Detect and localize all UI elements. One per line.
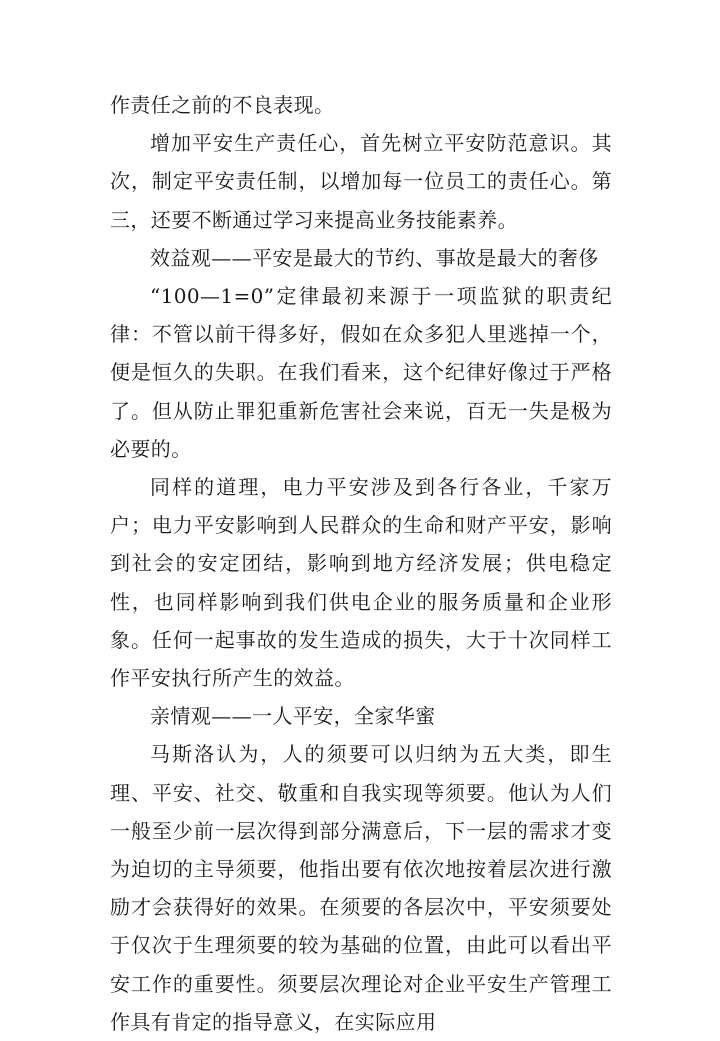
paragraph-responsibility: 增加平安生产责任心，首先树立平安防范意识。其次，制定平安责任制，以增加每一位员工的责任心。第三，还要不断通过学习来提高业务技能素养。 [110, 131, 612, 232]
paragraph-maslow: 马斯洛认为，人的须要可以归纳为五大类，即生理、平安、社交、敬重和自我实现等须要。他认为人们一般至少前一层次得到部分满意后，下一层的需求才变为迫切的主导须要，他指出要有依次地按着层次进行激励才会获得好的效果。在须要的各层次中，平安须要处于仅次于生理须要的较为基础的位置，由此可以看出平安工作的重要性。须要层次理论对企业平安生产管理工作具有肯定的指导意义，在实际应用 [110, 742, 612, 1034]
paragraph-100-1-0-law: “100—1=0”定律最初来源于一项监狱的职责纪律：不管以前干得多好，假如在众多犯人里逃掉一个，便是恒久的失职。在我们看来，这个纪律好像过于严格了。但从防止罪犯重新危害社会来说，百无一失是极为必要的。 [110, 284, 612, 461]
paragraph-continuation: 作责任之前的不良表现。 [110, 93, 335, 117]
document-body [110, 86, 612, 1041]
paragraph-power-safety: 同样的道理，电力平安涉及到各行各业，千家万户；电力平安影响到人民群众的生命和财产平安，影响到社会的安定团结，影响到地方经济发展；供电稳定性，也同样影响到我们供电企业的服务质量和企业形象。任何一起事故的发生造成的损失，大于十次同样工作平安执行所产生的效益。 [110, 475, 612, 691]
section-heading-benefit: 效益观——平安是最大的节约、事故是最大的奢侈 [150, 245, 599, 270]
section-heading-family: 亲情观——一人平安，全家华蜜 [150, 704, 436, 729]
